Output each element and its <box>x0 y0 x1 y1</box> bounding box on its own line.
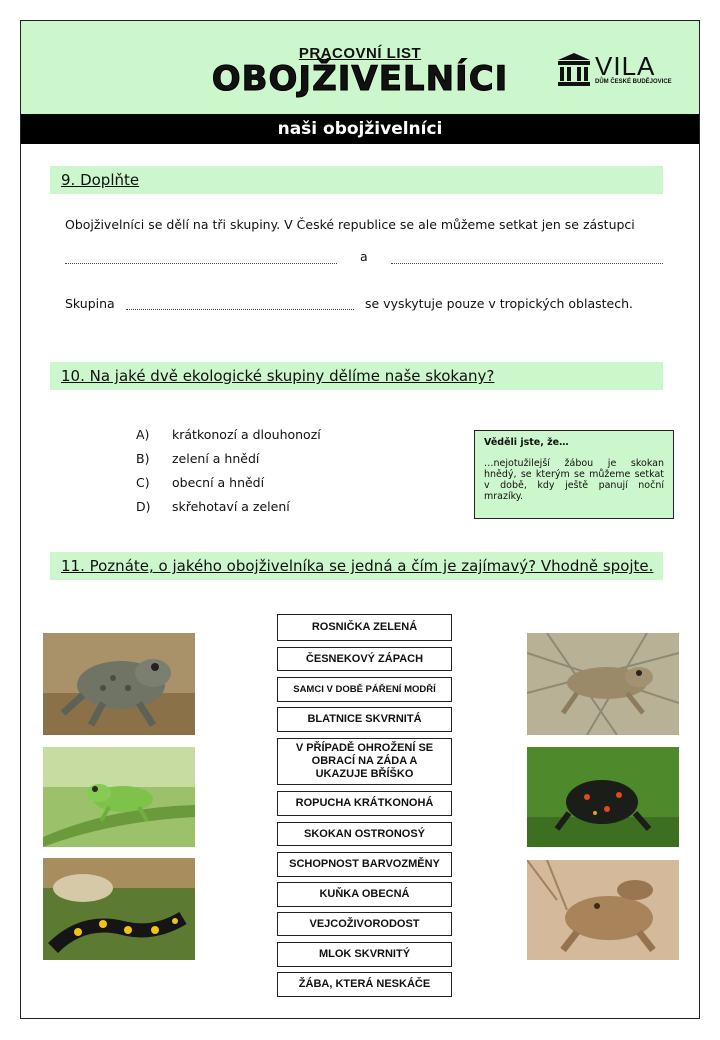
option-a-text[interactable]: krátkonozí a dlouhonozí <box>172 427 321 442</box>
option-c-text[interactable]: obecní a hnědí <box>172 475 265 490</box>
match-box-mlok[interactable]: MLOK SKVRNITÝ <box>277 942 452 967</box>
option-c-letter: C) <box>136 475 150 490</box>
building-icon <box>557 51 591 87</box>
answer-line-2[interactable] <box>391 263 663 264</box>
question-11-heading-text: 11. Poznáte, o jakého obojživelníka se jedná a čím je zajímavý? Vhodně spojte. <box>61 557 654 575</box>
photo-fire-salamander[interactable] <box>43 858 195 960</box>
fact-title: Věděli jste, že… <box>484 437 569 448</box>
question-9-heading-text: 9. Doplňte <box>61 171 140 189</box>
fact-body: …nejotužilejší žábou je skokan hnědý, se kterým se můžeme setkat v době, kdy ještě panují noční mrazíky. <box>484 458 664 502</box>
option-d-letter: D) <box>136 499 151 514</box>
photo-tree-frog[interactable] <box>43 747 195 847</box>
photo-toad-grey[interactable] <box>43 633 195 735</box>
worksheet-title: OBOJŽIVELNÍCI <box>211 59 509 99</box>
question-9-heading <box>50 166 663 194</box>
vila-logo <box>557 51 672 91</box>
q9-skupina-label: Skupina <box>65 296 115 311</box>
match-box-skokan[interactable]: SKOKAN OSTRONOSÝ <box>277 822 452 846</box>
question-11-heading <box>50 552 663 580</box>
did-you-know-box <box>474 430 674 519</box>
match-box-zaba-neskace[interactable]: ŽÁBA, KTERÁ NESKÁČE <box>277 972 452 997</box>
q9-skupina-rest: se vyskytuje pouze v tropických oblastech. <box>365 296 633 311</box>
match-box-vejcozivorodost[interactable]: VEJCOŽIVORODOST <box>277 912 452 936</box>
match-box-ropucha[interactable]: ROPUCHA KRÁTKONOHÁ <box>277 791 452 816</box>
match-box-rosnicka[interactable]: ROSNIČKA ZELENÁ <box>277 614 452 641</box>
option-a-letter: A) <box>136 427 150 442</box>
logo-subtext: DŮM ČESKÉ BUDĚJOVICE <box>595 79 672 85</box>
photo-common-toad[interactable] <box>527 860 679 960</box>
header <box>21 21 699 114</box>
photo-fire-bellied-toad[interactable] <box>527 747 679 847</box>
match-box-kunka[interactable]: KUŇKA OBECNÁ <box>277 882 452 907</box>
question-10-heading <box>50 362 663 390</box>
q9-connector: a <box>360 249 368 264</box>
worksheet-page <box>20 20 700 1019</box>
option-b-letter: B) <box>136 451 150 466</box>
worksheet-subtitle: PRACOVNÍ LIST <box>298 45 422 62</box>
topic-bar: naši obojživelníci <box>21 114 699 144</box>
answer-line-1[interactable] <box>65 263 337 264</box>
option-d-text[interactable]: skřehotaví a zelení <box>172 499 290 514</box>
option-b-text[interactable]: zelení a hnědí <box>172 451 260 466</box>
match-box-samci-modri[interactable]: SAMCI V DOBĚ PÁŘENÍ MODŘÍ <box>277 677 452 702</box>
q9-sentence: Obojživelníci se dělí na tři skupiny. V České republice se ale můžeme setkat jen se zástupci <box>65 217 635 232</box>
answer-line-3[interactable] <box>126 309 354 310</box>
question-10-heading-text: 10. Na jaké dvě ekologické skupiny dělíme naše skokany? <box>61 367 495 385</box>
photo-moor-frog[interactable] <box>527 633 679 735</box>
match-box-blatnice[interactable]: BLATNICE SKVRNITÁ <box>277 707 452 732</box>
match-box-cesnekovy-zapach[interactable]: ČESNEKOVÝ ZÁPACH <box>277 647 452 671</box>
match-box-obraci-na-zada[interactable]: V PŘÍPADĚ OHROŽENÍ SE OBRACÍ NA ZÁDA A UKAZUJE BŘÍŠKO <box>277 738 452 785</box>
logo-text: VILA <box>595 51 656 81</box>
match-box-barvozmena[interactable]: SCHOPNOST BARVOZMĚNY <box>277 852 452 877</box>
